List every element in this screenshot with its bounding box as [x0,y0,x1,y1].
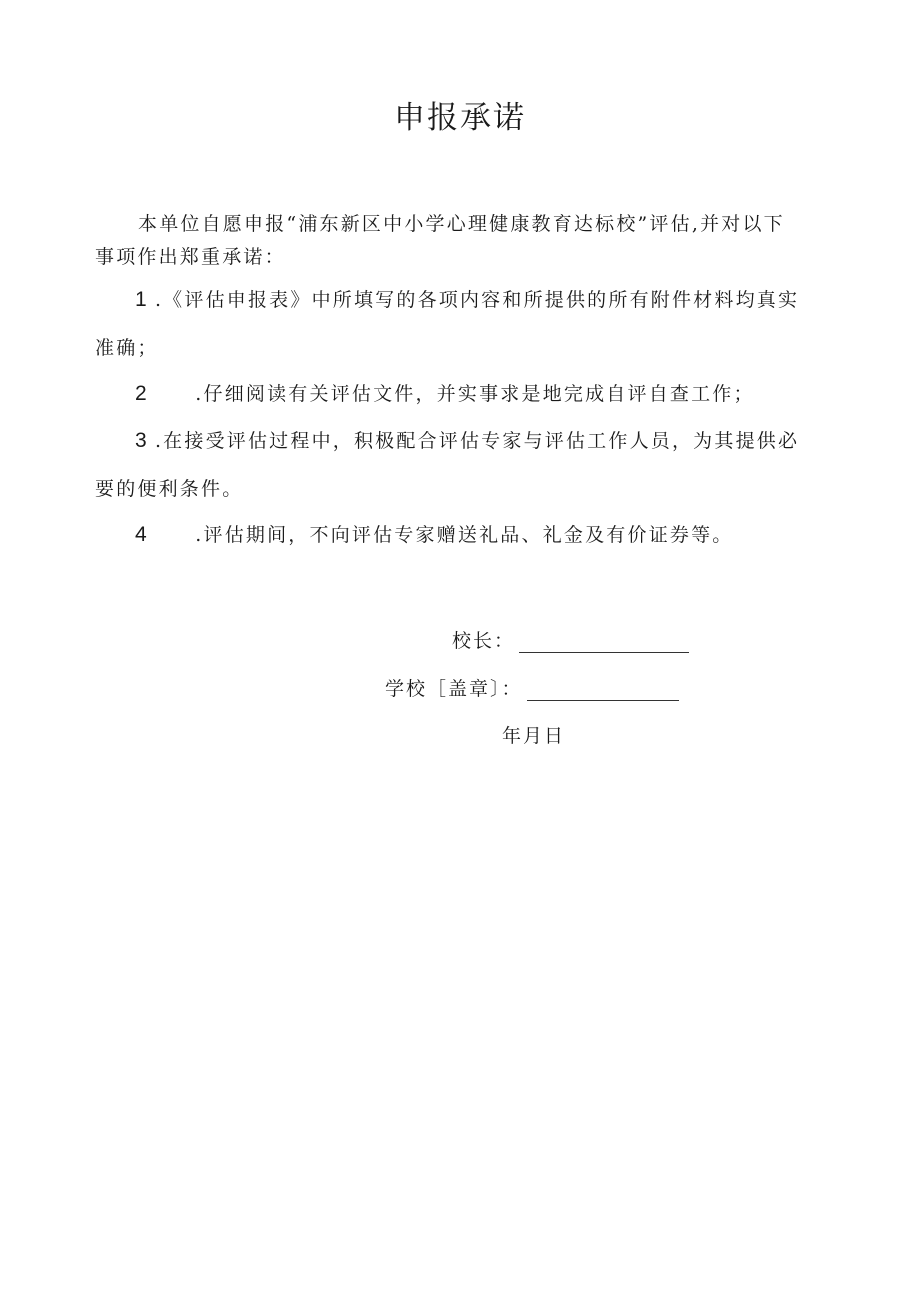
principal-label: 校长： [452,630,516,652]
principal-signature-line[interactable] [519,630,689,653]
intro-line-2: 事项作出郑重承诺： [95,246,286,268]
item-text: .仔细阅读有关评估文件，并实事求是地完成自评自查工作； [195,383,755,405]
commitment-item-2 [135,379,865,406]
commitment-item-4 [135,520,865,547]
intro-line-1: 本单位自愿申报“浦东新区中小学心理健康教育达标校”评估,并对以下 [138,213,785,235]
item-number: 2 [135,382,147,405]
school-seal-row [385,674,679,701]
item-text: .评估期间，不向评估专家赠送礼品、礼金及有价证券等。 [195,524,734,546]
school-seal-line[interactable] [527,678,679,701]
item-number: 1 [135,288,147,311]
commitment-item-1-cont: 准确； [95,337,159,359]
item-number: 3 [135,429,147,452]
commitment-item-3-cont: 要的便利条件。 [95,478,244,500]
commitment-item-3 [135,426,865,453]
school-seal-label: 学校［盖章〕： [385,678,523,700]
page-title: 申报承诺 [394,100,526,136]
item-text: .在接受评估过程中，积极配合评估专家与评估工作人员，为其提供必 [154,430,800,452]
commitment-item-1 [135,285,865,312]
item-text: .《评估申报表》中所填写的各项内容和所提供的所有附件材料均真实 [154,289,800,311]
date-label: 年月日 [502,725,566,747]
principal-signature-row [452,626,689,653]
item-number: 4 [135,523,147,546]
date-row [502,721,565,748]
